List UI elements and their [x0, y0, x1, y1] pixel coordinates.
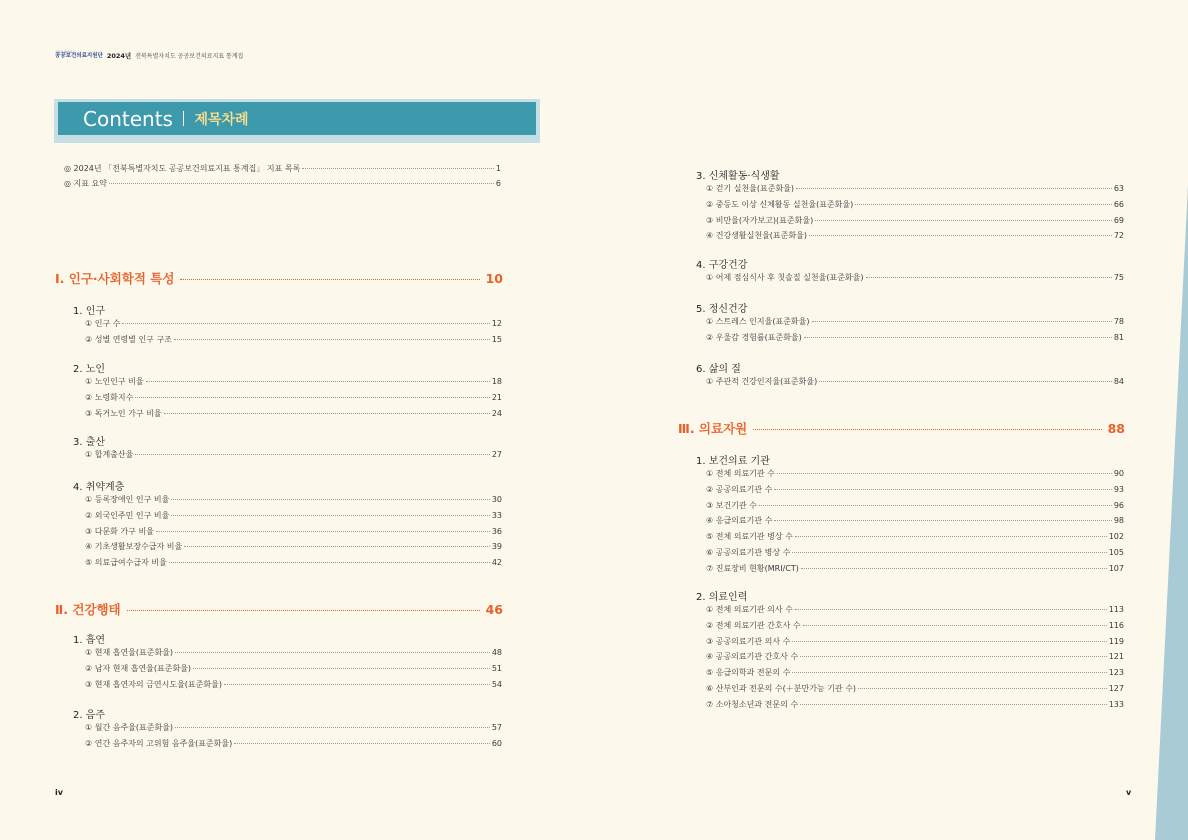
toc-entry-page: 60: [491, 738, 502, 748]
toc-entry-page: 121: [1108, 652, 1124, 662]
toc-entry-label: ① 걷기 실천율(표준화율): [706, 184, 795, 193]
toc-entry-label: ③ 보건기관 수: [706, 500, 757, 510]
dot-leader: [796, 188, 1112, 189]
dot-leader: [171, 499, 489, 500]
dot-leader: [175, 727, 490, 728]
dot-leader: [122, 323, 489, 324]
toc-entry[interactable]: [85, 679, 502, 690]
toc-entry-label: ① 어제 점심식사 후 칫솔질 실천율(표준화율): [706, 273, 864, 282]
section-heading-label: Ⅲ. 의료자원: [678, 421, 748, 436]
toc-entry-label: ⑤ 전체 의료기관 병상 수: [706, 532, 793, 542]
dot-leader: [855, 204, 1112, 205]
toc-entry-page: 18: [491, 377, 502, 386]
dot-leader: [302, 168, 494, 169]
toc-entry-label: ② 성별 연령별 인구 구조: [85, 334, 172, 344]
dot-leader: [809, 235, 1112, 236]
toc-entry-page: 54: [491, 679, 502, 689]
toc-entry-page: 30: [491, 495, 502, 504]
toc-entry-label: ③ 현재 흡연자의 금연시도율(표준화율): [85, 679, 222, 689]
toc-entry-label: ② 우울감 경험률(표준화율): [706, 332, 802, 342]
toc-entry[interactable]: [706, 376, 1124, 387]
toc-entry[interactable]: [706, 500, 1124, 511]
toc-entry-page: 116: [1108, 620, 1124, 630]
subsection-title: 6. 삶의 질: [696, 364, 741, 375]
toc-entry-label: ⑤ 의료급여수급자 비율: [85, 558, 167, 568]
dot-leader: [774, 489, 1111, 490]
dot-leader: [164, 413, 490, 414]
toc-entry-label: ① 주관적 건강인지율(표준화율): [706, 377, 818, 386]
toc-entry[interactable]: [706, 468, 1124, 479]
toc-entry-label: ② 전체 의료기관 간호사 수: [706, 620, 801, 630]
section-heading[interactable]: [678, 419, 1125, 437]
toc-entry[interactable]: [706, 515, 1124, 526]
running-header: [55, 51, 243, 60]
toc-entry[interactable]: [706, 484, 1124, 495]
toc-entry[interactable]: [706, 316, 1124, 327]
toc-entry-label: ④ 응급의료기관 수: [706, 516, 773, 526]
dot-leader: [171, 515, 489, 516]
dot-leader: [184, 546, 490, 547]
dot-leader: [801, 568, 1107, 569]
toc-entry[interactable]: [85, 334, 502, 345]
toc-entry-page: 102: [1108, 532, 1124, 542]
toc-entry-page: 127: [1108, 684, 1124, 693]
section-heading-page: 88: [1107, 421, 1125, 436]
toc-entry-label: ⑦ 소아청소년과 전문의 수: [706, 699, 799, 709]
toc-entry-page: 75: [1113, 273, 1124, 282]
dot-leader: [866, 277, 1112, 278]
section-heading-page: 46: [485, 602, 503, 617]
toc-entry[interactable]: [706, 604, 1124, 615]
toc-entry-page: 66: [1113, 199, 1124, 209]
subsection-title: 4. 구강건강: [696, 260, 748, 271]
toc-entry[interactable]: [85, 449, 502, 460]
dot-leader: [224, 684, 490, 685]
intro-entry-label: ◎ 2024년 「전북특별자치도 공공보건의료지표 통계집」 지표 목록: [64, 164, 301, 173]
dot-leader: [804, 337, 1112, 338]
dot-leader: [759, 505, 1112, 506]
subsection-title: 2. 음주: [73, 710, 106, 721]
page-number-left: iv: [55, 788, 63, 797]
contents-title-ko: 제목차례: [194, 111, 249, 128]
toc-entry-page: 21: [491, 392, 502, 402]
dot-leader: [234, 743, 490, 744]
toc-entry[interactable]: [706, 667, 1124, 678]
toc-entry[interactable]: [85, 722, 502, 733]
subsection-title: 3. 신체활동·식생활: [696, 171, 780, 182]
toc-entry-page: 48: [491, 648, 502, 657]
toc-entry[interactable]: [706, 651, 1124, 662]
section-heading-label: Ⅱ. 건강행태: [55, 602, 121, 617]
dot-leader: [800, 704, 1107, 705]
subsection-title: 4. 취약계층: [73, 482, 125, 493]
dot-leader: [193, 668, 490, 669]
toc-entry[interactable]: [706, 683, 1124, 694]
dot-leader: [800, 656, 1107, 657]
subsection-title: 1. 인구: [73, 306, 106, 317]
toc-entry-label: ② 연간 음주자의 고위험 음주율(표준화율): [85, 738, 233, 748]
toc-entry-page: 96: [1113, 500, 1124, 510]
toc-entry-label: ① 인구 수: [85, 319, 121, 328]
toc-entry-label: ① 합계출산율: [85, 450, 134, 459]
toc-entry[interactable]: [85, 663, 502, 674]
toc-entry-label: ⑤ 응급의학과 전문의 수: [706, 668, 791, 678]
toc-entry-page: 51: [491, 663, 502, 673]
dot-leader: [803, 625, 1107, 626]
toc-entry-page: 27: [491, 450, 502, 459]
dot-leader: [156, 531, 490, 532]
toc-entry-label: ③ 다문화 가구 비율: [85, 526, 154, 536]
toc-entry[interactable]: [706, 230, 1124, 241]
dot-leader: [777, 473, 1112, 474]
dot-leader: [135, 397, 489, 398]
dot-leader: [109, 183, 494, 184]
dot-leader: [795, 536, 1107, 537]
header-title: 전북특별자치도 공공보건의료지표 통계집: [135, 53, 244, 60]
dot-leader: [169, 562, 490, 563]
intro-entry-page: 6: [495, 179, 501, 188]
dot-leader: [815, 220, 1112, 221]
toc-entry-page: 93: [1113, 484, 1124, 494]
toc-entry-page: 113: [1108, 605, 1124, 614]
toc-entry-page: 42: [491, 558, 502, 568]
subsection-title: 5. 정신건강: [696, 304, 748, 315]
subsection-title: 2. 노인: [73, 364, 106, 375]
logo-subtext: 전북특별자치도: [55, 50, 76, 55]
intro-entry-label: ◎ 지표 요약: [64, 179, 107, 188]
toc-entry[interactable]: [85, 376, 502, 387]
toc-entry-page: 12: [491, 319, 502, 328]
toc-entry-page: 15: [491, 334, 502, 344]
toc-entry-label: ① 전체 의료기관 수: [706, 469, 775, 478]
toc-entry[interactable]: [706, 183, 1124, 194]
toc-entry[interactable]: [85, 526, 502, 537]
dot-leader: [774, 520, 1111, 521]
section-heading-page: 10: [485, 271, 503, 286]
toc-entry-page: 24: [491, 408, 502, 418]
toc-entry-page: 105: [1108, 548, 1124, 557]
toc-entry-page: 84: [1113, 377, 1124, 386]
toc-entry[interactable]: [706, 620, 1124, 631]
dot-leader: [792, 552, 1106, 553]
toc-entry-page: 78: [1113, 317, 1124, 326]
section-heading[interactable]: [55, 600, 503, 618]
toc-entry-page: 107: [1108, 563, 1124, 573]
dot-leader: [792, 641, 1106, 642]
dot-leader: [174, 339, 490, 340]
toc-entry[interactable]: [706, 332, 1124, 343]
toc-entry-label: ④ 공공의료기관 간호사 수: [706, 652, 799, 662]
toc-entry-page: 69: [1113, 215, 1124, 225]
dot-leader: [180, 279, 479, 280]
dot-leader: [175, 652, 490, 653]
toc-entry-label: ③ 비만율(자가보고)(표준화율): [706, 215, 814, 225]
toc-entry[interactable]: [85, 392, 502, 403]
toc-entry[interactable]: [706, 531, 1124, 542]
toc-entry[interactable]: [85, 408, 502, 419]
toc-entry[interactable]: [706, 547, 1124, 558]
section-heading-label: Ⅰ. 인구·사회학적 특성: [55, 271, 175, 286]
toc-entry-label: ④ 건강생활실천율(표준화율): [706, 231, 807, 241]
subsection-title: 2. 의료인력: [696, 592, 748, 603]
toc-entry-label: ② 남자 현재 흡연율(표준화율): [85, 663, 192, 673]
dot-leader: [858, 688, 1107, 689]
dot-leader: [812, 321, 1112, 322]
dot-leader: [127, 610, 480, 611]
toc-entry[interactable]: [85, 557, 502, 568]
dot-leader: [753, 429, 1101, 430]
contents-title-en: Contents: [83, 106, 173, 131]
toc-entry[interactable]: [85, 738, 502, 749]
dot-leader: [146, 381, 490, 382]
toc-entry-page: 36: [491, 526, 502, 536]
intro-entry-page: 1: [495, 164, 501, 173]
toc-entry-page: 72: [1113, 231, 1124, 241]
toc-entry[interactable]: [706, 699, 1124, 710]
toc-entry-label: ① 스트레스 인지율(표준화율): [706, 317, 810, 326]
toc-entry-label: ① 전체 의료기관 의사 수: [706, 605, 793, 614]
title-separator: [183, 111, 185, 126]
toc-entry-label: ② 중등도 이상 신체활동 실천율(표준화율): [706, 199, 854, 209]
dot-leader: [795, 609, 1107, 610]
toc-entry-label: ③ 공공의료기관 의사 수: [706, 636, 791, 646]
toc-entry[interactable]: [85, 494, 502, 505]
toc-entry[interactable]: [706, 199, 1124, 210]
toc-entry[interactable]: [85, 510, 502, 521]
toc-entry-label: ② 공공의료기관 수: [706, 484, 773, 494]
header-year: 2024년: [106, 52, 132, 60]
toc-entry-page: 123: [1108, 668, 1124, 678]
toc-entry[interactable]: [706, 272, 1124, 283]
intro-entry[interactable]: [64, 163, 501, 174]
toc-entry-page: 90: [1113, 469, 1124, 478]
dot-leader: [819, 381, 1112, 382]
dot-leader: [135, 454, 489, 455]
toc-entry-page: 63: [1113, 184, 1124, 193]
toc-entry-label: ① 노인인구 비율: [85, 377, 144, 386]
toc-entry-page: 33: [491, 510, 502, 520]
toc-entry[interactable]: [85, 318, 502, 329]
page-number-right: v: [1126, 788, 1132, 797]
toc-entry-label: ⑥ 공공의료기관 병상 수: [706, 548, 791, 557]
toc-entry-label: ⑦ 진료장비 현황(MRI/CT): [706, 563, 799, 573]
toc-entry[interactable]: [85, 541, 502, 552]
toc-entry-label: ④ 기초생활보장수급자 비율: [85, 542, 183, 552]
toc-entry-page: 81: [1113, 332, 1124, 342]
intro-entry[interactable]: [64, 178, 501, 189]
subsection-title: 3. 출산: [73, 437, 106, 448]
toc-entry-label: ⑥ 산부인과 전문의 수(＋분만가능 기관 수): [706, 684, 857, 693]
subsection-title: 1. 보건의료 기관: [696, 456, 770, 467]
toc-entry[interactable]: [706, 215, 1124, 226]
toc-entry[interactable]: [85, 647, 502, 658]
toc-entry[interactable]: [706, 563, 1124, 574]
toc-entry[interactable]: [706, 636, 1124, 647]
toc-entry-label: ① 현재 흡연율(표준화율): [85, 648, 174, 657]
logo-name: 공공보건의료지원단: [55, 53, 103, 60]
toc-entry-page: 119: [1108, 636, 1124, 646]
organization-logo: [55, 51, 103, 60]
dot-leader: [792, 672, 1106, 673]
toc-entry-label: ② 외국인주민 인구 비율: [85, 510, 170, 520]
toc-entry-page: 98: [1113, 516, 1124, 526]
toc-entry-page: 39: [491, 542, 502, 552]
toc-entry-page: 57: [491, 723, 502, 732]
toc-entry-label: ③ 독거노인 가구 비율: [85, 408, 162, 418]
toc-entry-label: ① 월간 음주율(표준화율): [85, 723, 174, 732]
toc-entry-label: ② 노령화지수: [85, 392, 134, 402]
toc-entry-page: 133: [1108, 699, 1124, 709]
contents-banner: [54, 99, 540, 143]
subsection-title: 1. 흡연: [73, 635, 106, 646]
toc-entry-label: ① 등록장애인 인구 비율: [85, 495, 170, 504]
section-heading[interactable]: [55, 269, 503, 287]
